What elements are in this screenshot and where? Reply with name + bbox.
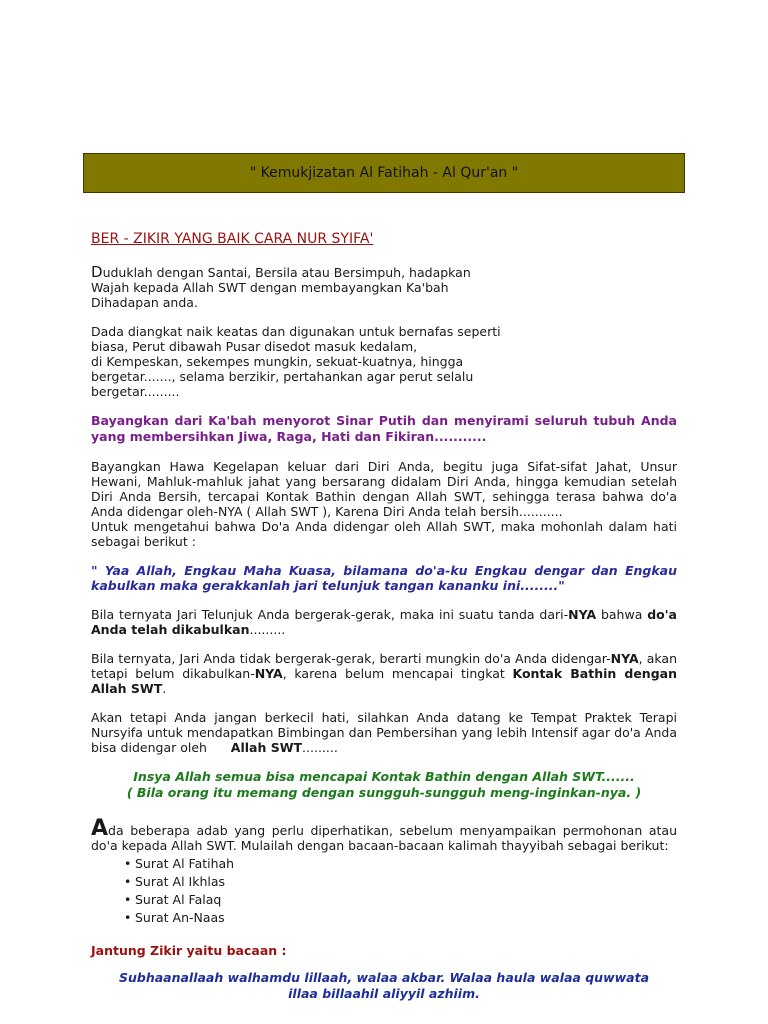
surat-list xyxy=(91,855,677,927)
banner-title: " Kemukjizatan Al Fatihah - Al Qur'an " xyxy=(249,165,519,181)
paragraph-posture: Duduklah dengan Santai, Bersila atau Bersimpuh, hadapkan Wajah kepada Allah SWT dengan membayangkan Ka'bah Dihadapan anda. xyxy=(91,263,471,310)
paragraph-adab: Ada beberapa adab yang perlu diperhatikan, sebelum menyampaikan permohonan atau do'a kepada Allah SWT. Mulailah dengan bacaan-bacaan kalimah thayyibah sebagai berikut: xyxy=(91,816,677,853)
paragraph-breathing: Dada diangkat naik keatas dan digunakan untuk bernafas seperti biasa, Perut dibawah Pusar disedot masuk kedalam, di Kempeskan, sekempes mungkin, sekuat-kuatnya, hingga bergetar......., selama berzikir, pertahankan agar perut selalu bergetar......... xyxy=(91,324,501,399)
prayer-quote: " Yaa Allah, Engkau Maha Kuasa, bilamana do'a-ku Engkau dengar dan Engkau kabulkan maka gerakkanlah jari telunjuk tangan kananku ini........" xyxy=(91,563,677,593)
paragraph-visualize-kabah: Bayangkan dari Ka'bah menyorot Sinar Putih dan menyirami seluruh tubuh Anda yang membersihkan Jiwa, Raga, Hati dan Fikiran........... xyxy=(91,413,677,444)
paragraph-finger-still: Bila ternyata, Jari Anda tidak bergerak-gerak, berarti mungkin do'a Anda didengar-NYA, akan tetapi belum dikabulkan-NYA, karena belum mencapai tingkat Kontak Bathin dengan Allah SWT. xyxy=(91,651,677,696)
jantung-zikir-label: Jantung Zikir yaitu bacaan : xyxy=(91,943,287,958)
list-item: • Surat An-Naas xyxy=(135,909,677,927)
list-item: • Surat Al Fatihah xyxy=(135,855,677,873)
list-item: • Surat Al Falaq xyxy=(135,891,677,909)
dropcap-d: D xyxy=(91,263,103,281)
zikir-recitation: Subhaanallaah walhamdu lillaah, walaa akbar. Walaa haula walaa quwwata illaa billaahil aliyyil azhiim. xyxy=(118,970,650,1001)
title-banner xyxy=(83,153,685,193)
list-item: • Surat Al Ikhlas xyxy=(135,873,677,891)
dropcap-a: A xyxy=(91,816,109,841)
paragraph-darkness: Bayangkan Hawa Kegelapan keluar dari Diri Anda, begitu juga Sifat-sifat Jahat, Unsur Hewani, Mahluk-mahluk jahat yang bersarang didalam Diri Anda, hingga kemudian setelah Diri Anda Bersih, tercapai Kontak Bathin dengan Allah SWT, sehingga terasa bahwa do'a Anda didengar oleh-NYA ( Allah SWT ), Karena Diri Anda telah bersih........... Untuk mengetahui bahwa Do'a Anda didengar oleh Allah SWT, maka mohonlah dalam hati sebagai berikut : xyxy=(91,459,677,549)
article-body xyxy=(91,231,681,1002)
paragraph-therapy: Akan tetapi Anda jangan berkecil hati, silahkan Anda datang ke Tempat Praktek Terapi Nursyifa untuk mendapatkan Bimbingan dan Pembersihan yang lebih Intensif agar do'a Anda bisa didengar oleh Allah SWT......... xyxy=(91,710,681,755)
paragraph-finger-moves: Bila ternyata Jari Telunjuk Anda bergerak-gerak, maka ini suatu tanda dari-NYA bahwa do'a Anda telah dikabulkan......... xyxy=(91,607,677,637)
insya-allah-note: Insya Allah semua bisa mencapai Kontak Bathin dengan Allah SWT....... ( Bila orang itu memang dengan sungguh-sungguh meng-inginkan-nya. ) xyxy=(126,769,642,800)
section-heading: BER - ZIKIR YANG BAIK CARA NUR SYIFA' xyxy=(91,231,374,247)
